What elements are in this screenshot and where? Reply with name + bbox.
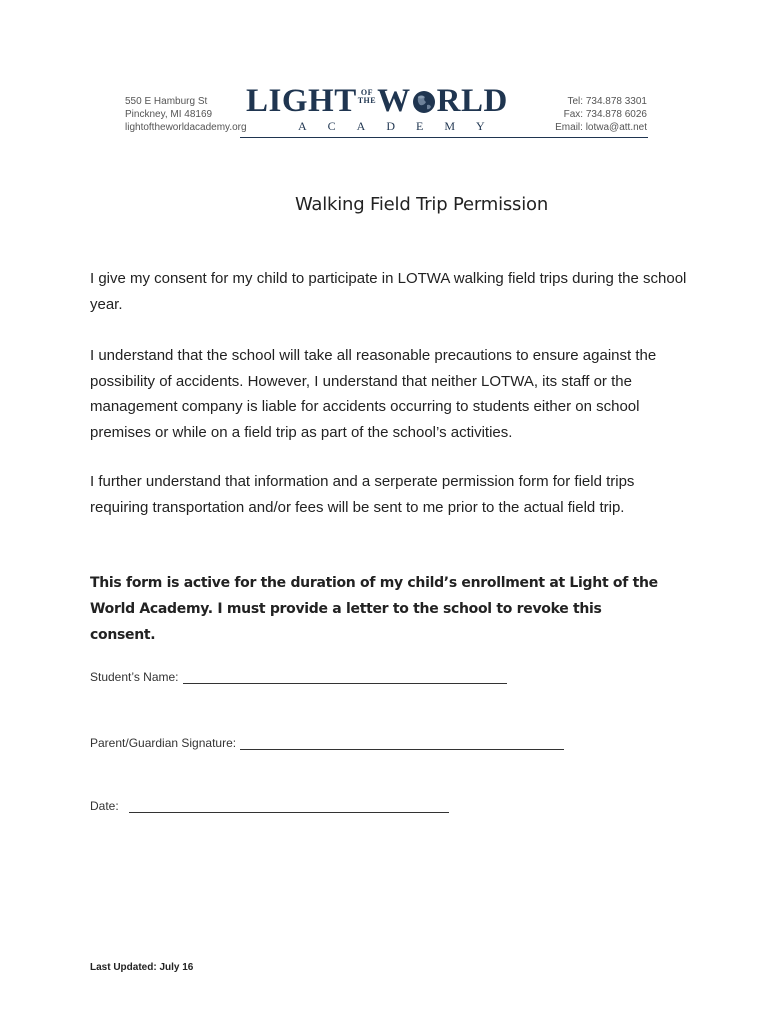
address-street: 550 E Hamburg St — [125, 96, 208, 107]
logo-word-w: W — [377, 83, 411, 119]
student-name-label: Student’s Name: — [90, 670, 179, 684]
contact-phone: Tel: 734.878 3301 — [567, 96, 647, 107]
date-field — [90, 798, 449, 813]
last-updated: Last Updated: July 16 — [90, 962, 194, 973]
signature-field — [90, 735, 564, 750]
logo-of-the: OF THE — [357, 88, 377, 105]
liability-paragraph: I understand that the school will take all reasonable precautions to ensure against the possibility of accidents. However, I understand that neither LOTWA, its staff or the management company is liable for accidents occurring to students either on school premises or while on a field trip as part of the school’s activities. — [90, 347, 657, 441]
info-paragraph: I further understand that information and a serperate permission form for field trips requiring transportation and/or fees will be sent to me prior to the actual field trip. — [90, 473, 635, 516]
school-address — [125, 95, 247, 134]
contact-fax: Fax: 734.878 6026 — [563, 109, 647, 120]
student-name-field — [90, 669, 507, 684]
date-label: Date: — [90, 799, 119, 813]
date-line[interactable] — [129, 798, 449, 813]
header-divider — [240, 137, 648, 138]
logo-word-rld: RLD — [436, 83, 508, 119]
school-website: lightoftheworldacademy.org — [125, 122, 247, 133]
notice-paragraph: This form is active for the duration of my child’s enrollment at Light of the World Academy. I must provide a letter to the school to revoke this consent. — [90, 575, 658, 643]
signature-label: Parent/Guardian Signature: — [90, 736, 237, 750]
address-city: Pinckney, MI 48169 — [125, 109, 213, 120]
student-name-line[interactable] — [183, 669, 507, 684]
logo-word-light: LIGHT — [246, 83, 357, 119]
consent-paragraph: I give my consent for my child to participate in LOTWA walking field trips during the school year. — [90, 270, 687, 313]
contact-email: Email: lotwa@att.net — [555, 122, 647, 133]
signature-line[interactable] — [240, 735, 564, 750]
school-logo — [246, 82, 526, 134]
school-contact — [555, 95, 647, 134]
logo-subtitle: ACADEMY — [298, 119, 506, 133]
page-title: Walking Field Trip Permission — [294, 194, 549, 215]
